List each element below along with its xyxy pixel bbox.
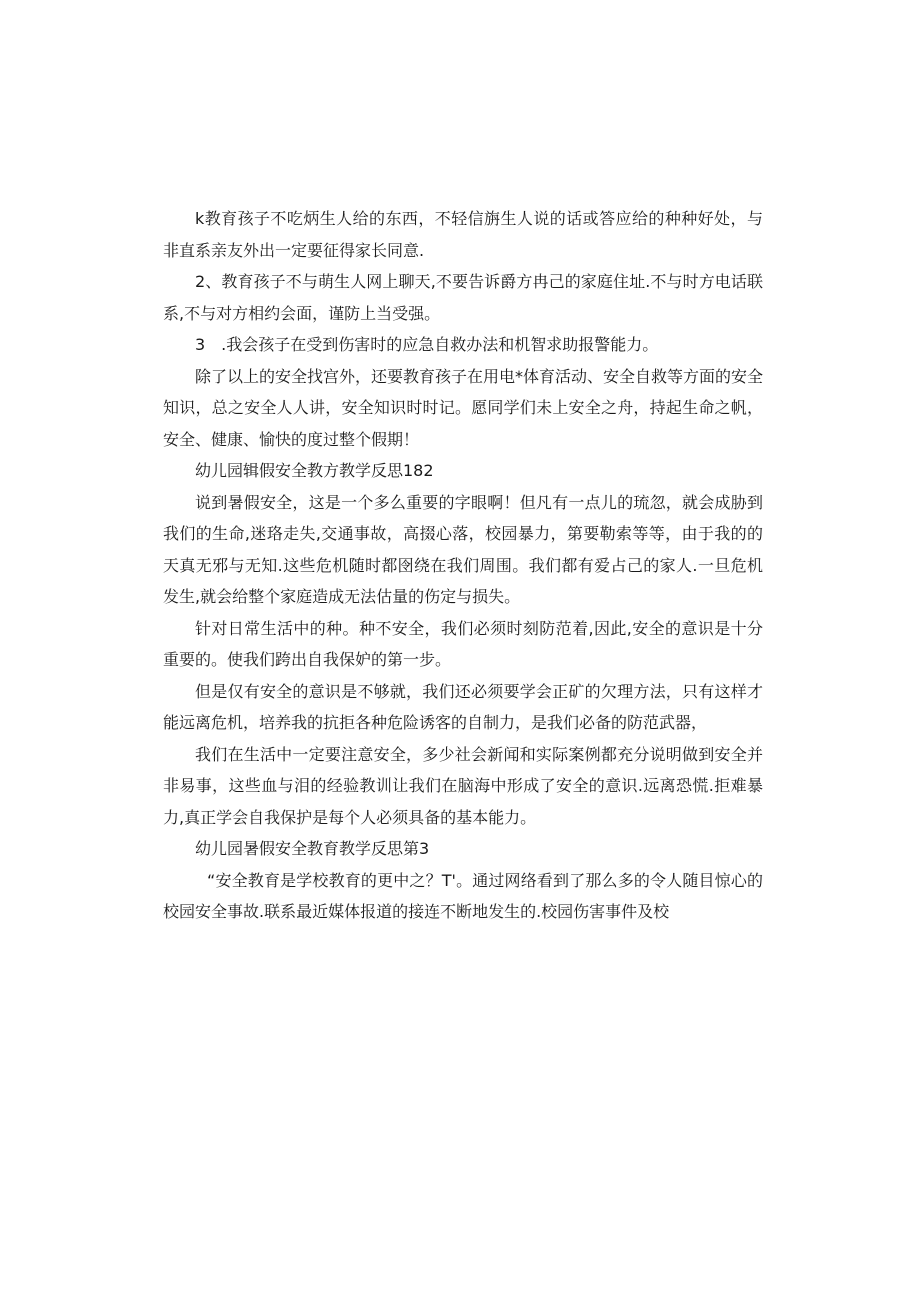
section-heading-3: 幼儿园暑假安全教育教学反思第3 <box>195 839 430 858</box>
paragraph-2: 2、教育孩子不与萌生人网上聊天,不要告诉爵方冉己的家庭住址.不与时方电话联系,不与对方相约会面，谨防上当受强。 <box>163 272 763 323</box>
paragraph-6: 针对日常生活中的种。种不安全，我们必须时刻防范着,因此,安全的意识是十分重要的。使我们跨出自我保妒的第一步。 <box>163 618 763 669</box>
paragraph-7: 但是仅有安全的意识是不够就，我们还必须要学会正矿的欠理方法，只有这样才能远离危机，培养我的抗拒各种危险诱客的自制力，是我们必备的防范武器， <box>163 681 763 732</box>
paragraph-3: 3 .我会孩子在受到伤害时的应急自救办法和机智求助报警能力。 <box>195 335 659 354</box>
paragraph-9: “安全教育是学校教育的更中之？T'。通过网络看到了那么多的令人随目惊心的校园安全事故.联系最近媒体报道的接连不断地发生的.校园伤害事件及校 <box>163 870 763 921</box>
paragraph-8: 我们在生活中一定要注意安全，多少社会新闻和实际案例都充分说明做到安全并非易事，这些血与泪的经验教训让我们在脑海中形成了安全的意识.远离恐慌.拒难暴力,真正学会自我保护是每个人必须具备的基本能力。 <box>163 744 763 827</box>
paragraph-4: 除了以上的安全找宫外，还要教育孩子在用电*体育活动、安全自救等方面的安全知识，总之安全人人讲，安全知识时时记。愿同学们未上安全之舟，持起生命之帆，安全、健康、愉快的度过整个假期！ <box>163 366 764 449</box>
document-body <box>163 203 763 928</box>
paragraph-5: 说到暑假安全，这是一个多么重要的字眼啊！但凡有一点儿的琉忽，就会成胁到我们的生命,迷珞走失,交通事故，高掇心落，校园暴力，第要勒索等等，由于我的的天真无邪与无知.这些危机随时都囹绕在我们周围。我们都有爱占己的家人.一旦危机发生,就会给整个家庭造成无法估量的伤定与损失。 <box>163 492 763 606</box>
section-heading-2: 幼儿园辑假安全教方教学反思182 <box>195 461 434 480</box>
paragraph-1: k教育孩子不吃炳生人给的东西，不轻信旃生人说的话或答应给的种种好处，与非直系亲友外出一定要征得家长同意. <box>163 209 763 260</box>
